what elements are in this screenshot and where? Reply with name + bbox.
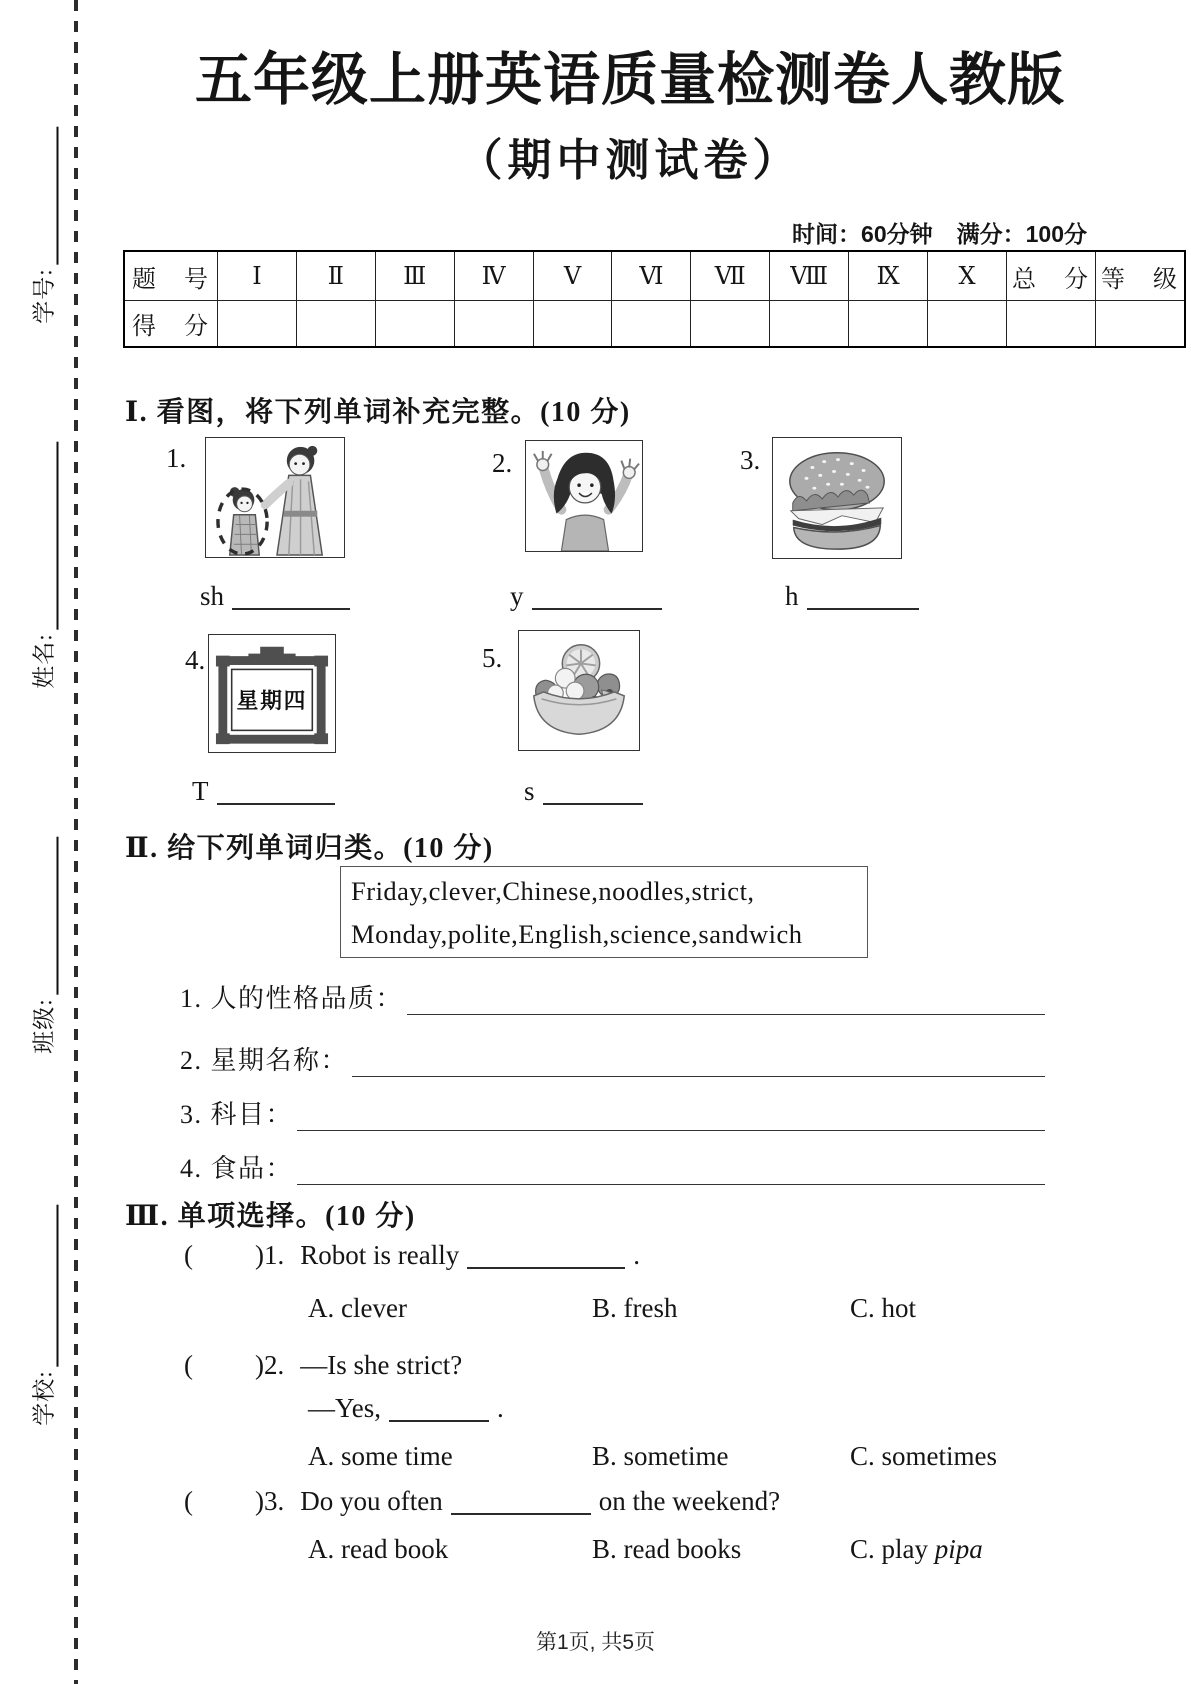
- q3-option-a: A. read book: [308, 1534, 449, 1564]
- class-label: 班级:: [31, 998, 57, 1054]
- question1-stem-end: .: [633, 1240, 640, 1270]
- answer-bracket-close: ): [255, 1350, 264, 1380]
- options-row-2: [0, 1441, 1191, 1475]
- answer-bracket-open: (: [184, 1350, 193, 1380]
- category-label-subjects: 3. 科目：: [180, 1100, 294, 1129]
- score-cell: [375, 301, 454, 348]
- word-bank-line-2: Monday,polite,English,science,sandwich: [351, 919, 803, 949]
- blackboard-text: 星期四: [236, 688, 308, 713]
- picture-box-3: [772, 437, 902, 559]
- category-label-food: 4. 食品：: [180, 1154, 294, 1183]
- word4-prefix: T: [192, 776, 209, 806]
- category-answer-line: [407, 988, 1045, 1015]
- score-cell: [1096, 301, 1186, 348]
- question2-answer-blank: [389, 1396, 489, 1422]
- options-row-1: [0, 1293, 1191, 1327]
- score-cell: [533, 301, 612, 348]
- category-row-food: [180, 1148, 1045, 1185]
- category-answer-line: [297, 1104, 1045, 1131]
- question2-number: 2.: [264, 1350, 285, 1380]
- question1-stem: Robot is really: [300, 1240, 460, 1270]
- illustration-blackboard-thursday: [209, 635, 335, 752]
- options-row-3: [0, 1534, 1191, 1568]
- q1-option-c: C. hot: [850, 1293, 917, 1323]
- word5-prefix: s: [524, 776, 535, 806]
- item1-number: 1.: [166, 443, 187, 473]
- answer-bracket-close: ): [255, 1240, 264, 1270]
- score-cell: [1007, 301, 1096, 348]
- question3-answer-blank: [451, 1489, 591, 1515]
- question3-stem: Do you often: [300, 1486, 443, 1516]
- category-row-weekdays: [180, 1040, 1045, 1077]
- q3-option-c-text: C. play: [850, 1534, 935, 1564]
- question2-answer-line: [308, 1393, 504, 1424]
- student-id-label: 学号:: [31, 268, 57, 324]
- item2-number: 2.: [492, 448, 513, 478]
- student-id-field: [26, 126, 59, 323]
- page-subtitle: （期中测试卷）: [458, 136, 802, 185]
- picture-box-5: [518, 630, 640, 751]
- class-field: [26, 836, 59, 1053]
- col-header-5: Ⅴ: [533, 251, 612, 301]
- score-cell: [612, 301, 691, 348]
- word3-answer-blank: [807, 584, 919, 610]
- illustration-girl-raising-arms: [526, 441, 642, 551]
- picture-box-4: [208, 634, 336, 753]
- question3-stem-end: on the weekend?: [598, 1486, 781, 1516]
- col-header-7: Ⅶ: [691, 251, 770, 301]
- category-row-subjects: [180, 1094, 1045, 1131]
- category-label-personality: 1. 人的性格品质：: [180, 984, 404, 1013]
- col-header-8: Ⅷ: [770, 251, 849, 301]
- score-row-label: 得 分: [124, 301, 218, 348]
- col-header-4: Ⅳ: [454, 251, 533, 301]
- question1-answer-blank: [467, 1243, 625, 1269]
- word2-prefix: y: [510, 581, 524, 611]
- mc-question-3: [184, 1486, 780, 1517]
- time-limit: 时间：60分钟: [792, 221, 933, 247]
- col-header-9: Ⅸ: [849, 251, 928, 301]
- word-completion-5: [524, 776, 643, 807]
- section1-heading: Ⅰ. 看图，将下列单词补充完整。(10 分): [125, 397, 631, 428]
- mc-question-1: [184, 1240, 640, 1271]
- word1-prefix: sh: [200, 581, 225, 611]
- picture-box-2: [525, 440, 643, 552]
- word5-answer-blank: [543, 779, 643, 805]
- word-completion-3: [785, 581, 919, 612]
- word1-answer-blank: [232, 584, 350, 610]
- section3-heading: Ⅲ. 单项选择。(10 分): [125, 1201, 416, 1232]
- exam-meta: [792, 216, 1087, 249]
- score-cell: [218, 301, 297, 348]
- student-name-label: 姓名:: [31, 633, 57, 689]
- q3-option-b: B. read books: [592, 1534, 742, 1564]
- question2-answer-end: .: [497, 1393, 504, 1423]
- col-header-6: Ⅵ: [612, 251, 691, 301]
- word2-answer-blank: [532, 584, 662, 610]
- word-bank-line-1: Friday,clever,Chinese,noodles,strict,: [351, 876, 755, 906]
- q2-option-b: B. sometime: [592, 1441, 729, 1471]
- category-answer-line: [297, 1158, 1045, 1185]
- item5-number: 5.: [482, 643, 503, 673]
- word-bank-box: [340, 866, 868, 958]
- question1-number: 1.: [264, 1240, 285, 1270]
- item4-number: 4.: [185, 645, 206, 675]
- score-cell: [770, 301, 849, 348]
- score-row: [124, 301, 1185, 348]
- item3-number: 3.: [740, 445, 761, 475]
- word4-answer-blank: [217, 779, 335, 805]
- answer-bracket-open: (: [184, 1486, 193, 1516]
- total-score-header: 总 分: [1007, 251, 1096, 301]
- q1-option-a: A. clever: [308, 1293, 407, 1323]
- mc-question-2: [184, 1350, 462, 1381]
- school-label: 学校:: [31, 1370, 57, 1426]
- q3-option-c-italic: pipa: [934, 1534, 983, 1564]
- picture-box-1: [205, 437, 345, 558]
- score-table: [123, 250, 1186, 348]
- score-cell: [691, 301, 770, 348]
- student-name-field: [26, 441, 59, 688]
- grade-header: 等 级: [1096, 251, 1186, 301]
- illustration-hamburger: [773, 438, 901, 558]
- word-completion-2: [510, 581, 662, 612]
- question2-answer-pre: —Yes,: [308, 1393, 382, 1423]
- student-name-blank: [35, 441, 59, 629]
- score-cell: [928, 301, 1007, 348]
- word3-prefix: h: [785, 581, 799, 611]
- question-number-row: [124, 251, 1185, 301]
- category-label-weekdays: 2. 星期名称：: [180, 1046, 349, 1075]
- answer-bracket-close: ): [255, 1486, 264, 1516]
- score-cell: [454, 301, 533, 348]
- word-completion-4: [192, 776, 335, 807]
- col-header-2: Ⅱ: [296, 251, 375, 301]
- answer-bracket-open: (: [184, 1240, 193, 1270]
- q1-option-b: B. fresh: [592, 1293, 678, 1323]
- q2-option-c: C. sometimes: [850, 1441, 997, 1471]
- q2-option-a: A. some time: [308, 1441, 453, 1471]
- illustration-mother-and-short-girl: [206, 438, 344, 557]
- col-header-10: Ⅹ: [928, 251, 1007, 301]
- section2-heading: Ⅱ. 给下列单词归类。(10 分): [125, 833, 494, 864]
- word-completion-1: [200, 581, 350, 612]
- col-header-1: Ⅰ: [218, 251, 297, 301]
- illustration-fruit-salad: [519, 631, 639, 750]
- score-cell: [849, 301, 928, 348]
- question-row-label: 题 号: [124, 251, 218, 301]
- category-row-personality: [180, 978, 1045, 1015]
- school-blank: [35, 1204, 59, 1366]
- question2-stem: —Is she strict?: [300, 1350, 463, 1380]
- class-blank: [35, 836, 59, 994]
- full-score: 满分：100分: [956, 221, 1087, 247]
- q3-option-c: [850, 1534, 983, 1565]
- page-title: 五年级上册英语质量检测卷人教版: [195, 49, 1065, 112]
- question3-number: 3.: [264, 1486, 285, 1516]
- col-header-3: Ⅲ: [375, 251, 454, 301]
- category-answer-line: [352, 1050, 1045, 1077]
- binding-dashed-line: [74, 0, 78, 1684]
- student-id-blank: [35, 126, 59, 264]
- page-number: 第1页, 共5页: [535, 1631, 656, 1654]
- score-cell: [296, 301, 375, 348]
